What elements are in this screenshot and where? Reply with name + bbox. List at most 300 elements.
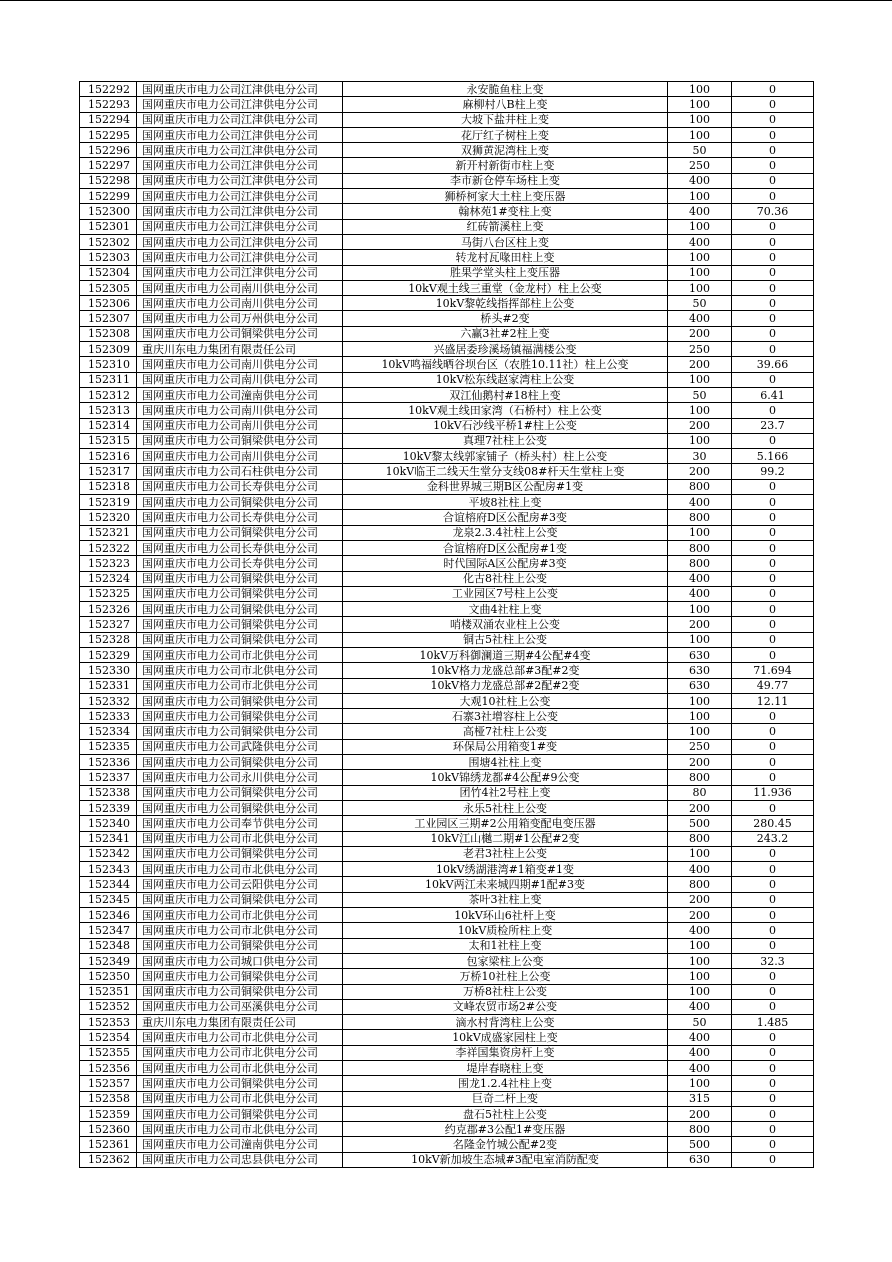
row-value: 0 <box>732 342 814 357</box>
row-company: 国网重庆市电力公司城口供电分公司 <box>137 953 343 968</box>
row-company: 国网重庆市电力公司南川供电分公司 <box>137 296 343 311</box>
row-capacity: 200 <box>668 418 732 433</box>
row-company: 国网重庆市电力公司江津供电分公司 <box>137 265 343 280</box>
row-id: 152320 <box>80 510 137 525</box>
table-row <box>80 82 814 97</box>
row-capacity: 200 <box>668 892 732 907</box>
row-value: 0 <box>732 97 814 112</box>
row-id: 152318 <box>80 479 137 494</box>
table-row <box>80 1106 814 1121</box>
row-id: 152332 <box>80 693 137 708</box>
row-company: 国网重庆市电力公司万州供电分公司 <box>137 311 343 326</box>
row-transformer-name: 约克郡#3公配1#变压器 <box>343 1122 668 1137</box>
row-company: 国网重庆市电力公司忠县供电分公司 <box>137 1152 343 1167</box>
row-transformer-name: 10kV成盛家园柱上变 <box>343 1030 668 1045</box>
row-company: 国网重庆市电力公司江津供电分公司 <box>137 250 343 265</box>
row-capacity: 100 <box>668 953 732 968</box>
row-company: 国网重庆市电力公司市北供电分公司 <box>137 1061 343 1076</box>
row-capacity: 100 <box>668 219 732 234</box>
table-row <box>80 984 814 999</box>
row-transformer-name: 10kV环山6社杆上变 <box>343 908 668 923</box>
row-value: 1.485 <box>732 1015 814 1030</box>
row-company: 国网重庆市电力公司潼南供电分公司 <box>137 387 343 402</box>
row-transformer-name: 红砖箭溪柱上变 <box>343 219 668 234</box>
row-transformer-name: 胜果学堂头柱上变压器 <box>343 265 668 280</box>
row-transformer-name: 10kV石沙线平桥1#柱上公变 <box>343 418 668 433</box>
table-row <box>80 999 814 1014</box>
table-row <box>80 1152 814 1167</box>
row-id: 152337 <box>80 770 137 785</box>
row-value: 0 <box>732 800 814 815</box>
row-company: 国网重庆市电力公司南川供电分公司 <box>137 372 343 387</box>
row-value: 0 <box>732 1091 814 1106</box>
row-company: 国网重庆市电力公司市北供电分公司 <box>137 1091 343 1106</box>
row-id: 152310 <box>80 357 137 372</box>
row-capacity: 630 <box>668 1152 732 1167</box>
row-transformer-name: 10kV质检所柱上变 <box>343 923 668 938</box>
table-row <box>80 556 814 571</box>
table-row <box>80 158 814 173</box>
row-company: 国网重庆市电力公司市北供电分公司 <box>137 908 343 923</box>
table-row <box>80 234 814 249</box>
row-transformer-name: 大坡下盐井柱上变 <box>343 112 668 127</box>
row-transformer-name: 围龙1.2.4社柱上变 <box>343 1076 668 1091</box>
row-id: 152317 <box>80 464 137 479</box>
row-company: 国网重庆市电力公司铜梁供电分公司 <box>137 602 343 617</box>
row-capacity: 100 <box>668 1076 732 1091</box>
row-capacity: 200 <box>668 800 732 815</box>
table-row <box>80 1076 814 1091</box>
row-capacity: 630 <box>668 647 732 662</box>
table-row <box>80 1061 814 1076</box>
table-row <box>80 785 814 800</box>
row-value: 0 <box>732 234 814 249</box>
row-id: 152347 <box>80 923 137 938</box>
row-capacity: 100 <box>668 693 732 708</box>
row-company: 国网重庆市电力公司铜梁供电分公司 <box>137 785 343 800</box>
row-value: 0 <box>732 1122 814 1137</box>
row-id: 152354 <box>80 1030 137 1045</box>
row-capacity: 200 <box>668 617 732 632</box>
row-id: 152303 <box>80 250 137 265</box>
row-value: 0 <box>732 908 814 923</box>
row-transformer-name: 平坡8社柱上变 <box>343 495 668 510</box>
row-transformer-name: 10kV格力龙盛总部#2配#2变 <box>343 678 668 693</box>
row-capacity: 400 <box>668 495 732 510</box>
row-transformer-name: 环保局公用箱变1#变 <box>343 739 668 754</box>
row-transformer-name: 盘石5社柱上公变 <box>343 1106 668 1121</box>
row-transformer-name: 工业园区三期#2公用箱变配电变压器 <box>343 816 668 831</box>
row-id: 152312 <box>80 387 137 402</box>
row-company: 国网重庆市电力公司市北供电分公司 <box>137 831 343 846</box>
row-value: 0 <box>732 709 814 724</box>
row-value: 0 <box>732 984 814 999</box>
table-row <box>80 510 814 525</box>
row-id: 152309 <box>80 342 137 357</box>
row-company: 重庆川东电力集团有限责任公司 <box>137 1015 343 1030</box>
row-id: 152297 <box>80 158 137 173</box>
row-capacity: 800 <box>668 556 732 571</box>
row-transformer-name: 围塘4社柱上变 <box>343 755 668 770</box>
table-row <box>80 372 814 387</box>
row-id: 152357 <box>80 1076 137 1091</box>
row-company: 国网重庆市电力公司云阳供电分公司 <box>137 877 343 892</box>
row-transformer-name: 10kV两江未来城四期#1配#3变 <box>343 877 668 892</box>
table-row <box>80 449 814 464</box>
table-row <box>80 296 814 311</box>
row-capacity: 400 <box>668 999 732 1014</box>
row-transformer-name: 10kV绣湖港湾#1箱变#1变 <box>343 862 668 877</box>
table-row <box>80 908 814 923</box>
row-transformer-name: 铜古5社柱上公变 <box>343 632 668 647</box>
row-capacity: 800 <box>668 510 732 525</box>
row-id: 152350 <box>80 969 137 984</box>
row-value: 243.2 <box>732 831 814 846</box>
row-company: 国网重庆市电力公司江津供电分公司 <box>137 127 343 142</box>
row-capacity: 50 <box>668 143 732 158</box>
table-row <box>80 923 814 938</box>
row-transformer-name: 万桥8社柱上公变 <box>343 984 668 999</box>
row-company: 国网重庆市电力公司南川供电分公司 <box>137 280 343 295</box>
row-id: 152306 <box>80 296 137 311</box>
row-capacity: 100 <box>668 938 732 953</box>
row-company: 国网重庆市电力公司市北供电分公司 <box>137 862 343 877</box>
row-capacity: 800 <box>668 877 732 892</box>
row-capacity: 100 <box>668 265 732 280</box>
row-value: 0 <box>732 510 814 525</box>
row-capacity: 100 <box>668 984 732 999</box>
row-capacity: 200 <box>668 326 732 341</box>
row-capacity: 50 <box>668 296 732 311</box>
row-company: 国网重庆市电力公司铜梁供电分公司 <box>137 495 343 510</box>
row-value: 0 <box>732 770 814 785</box>
row-transformer-name: 太和1社柱上变 <box>343 938 668 953</box>
table-row <box>80 387 814 402</box>
row-capacity: 500 <box>668 816 732 831</box>
row-id: 152294 <box>80 112 137 127</box>
row-transformer-name: 10kV万科御澜道三期#4公配#4变 <box>343 647 668 662</box>
row-capacity: 100 <box>668 280 732 295</box>
row-id: 152362 <box>80 1152 137 1167</box>
table-row <box>80 739 814 754</box>
row-value: 0 <box>732 143 814 158</box>
row-company: 国网重庆市电力公司铜梁供电分公司 <box>137 586 343 601</box>
row-id: 152326 <box>80 602 137 617</box>
row-id: 152358 <box>80 1091 137 1106</box>
table-row <box>80 663 814 678</box>
table-row <box>80 326 814 341</box>
row-value: 0 <box>732 433 814 448</box>
row-value: 0 <box>732 755 814 770</box>
row-capacity: 100 <box>668 602 732 617</box>
row-transformer-name: 新开村新街市柱上变 <box>343 158 668 173</box>
row-transformer-name: 工业园区7号柱上公变 <box>343 586 668 601</box>
row-company: 国网重庆市电力公司江津供电分公司 <box>137 158 343 173</box>
row-value: 0 <box>732 219 814 234</box>
row-value: 0 <box>732 372 814 387</box>
row-transformer-name: 李市新仓停车场柱上变 <box>343 173 668 188</box>
row-id: 152321 <box>80 525 137 540</box>
row-id: 152338 <box>80 785 137 800</box>
row-id: 152304 <box>80 265 137 280</box>
row-capacity: 630 <box>668 663 732 678</box>
row-id: 152313 <box>80 403 137 418</box>
row-value: 0 <box>732 495 814 510</box>
row-id: 152334 <box>80 724 137 739</box>
row-capacity: 100 <box>668 709 732 724</box>
row-transformer-name: 老君3社柱上公变 <box>343 846 668 861</box>
row-transformer-name: 名隆金竹城公配#2变 <box>343 1137 668 1152</box>
row-value: 0 <box>732 1152 814 1167</box>
row-id: 152292 <box>80 82 137 97</box>
row-transformer-name: 真理7社柱上公变 <box>343 433 668 448</box>
row-capacity: 400 <box>668 862 732 877</box>
row-value: 39.66 <box>732 357 814 372</box>
table-row <box>80 617 814 632</box>
row-value: 0 <box>732 112 814 127</box>
row-id: 152335 <box>80 739 137 754</box>
table-row <box>80 862 814 877</box>
row-value: 70.36 <box>732 204 814 219</box>
table-row <box>80 602 814 617</box>
row-company: 国网重庆市电力公司南川供电分公司 <box>137 403 343 418</box>
row-transformer-name: 10kV黎乾线指挥部柱上公变 <box>343 296 668 311</box>
row-capacity: 800 <box>668 770 732 785</box>
row-transformer-name: 巨奇二杆上变 <box>343 1091 668 1106</box>
row-company: 国网重庆市电力公司江津供电分公司 <box>137 97 343 112</box>
row-company: 国网重庆市电力公司铜梁供电分公司 <box>137 693 343 708</box>
row-capacity: 800 <box>668 540 732 555</box>
row-capacity: 250 <box>668 739 732 754</box>
row-value: 0 <box>732 311 814 326</box>
row-id: 152298 <box>80 173 137 188</box>
row-value: 0 <box>732 326 814 341</box>
table-row <box>80 1091 814 1106</box>
row-company: 国网重庆市电力公司铜梁供电分公司 <box>137 892 343 907</box>
row-transformer-name: 合谊榕府D区公配房#1变 <box>343 540 668 555</box>
table-row <box>80 831 814 846</box>
table-row <box>80 280 814 295</box>
row-value: 0 <box>732 250 814 265</box>
row-transformer-name: 10kV格力龙盛总部#3配#2变 <box>343 663 668 678</box>
row-company: 国网重庆市电力公司市北供电分公司 <box>137 663 343 678</box>
row-company: 国网重庆市电力公司市北供电分公司 <box>137 1030 343 1045</box>
row-company: 国网重庆市电力公司江津供电分公司 <box>137 173 343 188</box>
table-row <box>80 173 814 188</box>
row-transformer-name: 10kV黎太线郭家铺子（桥头村）柱上公变 <box>343 449 668 464</box>
table-row <box>80 953 814 968</box>
table-row <box>80 143 814 158</box>
row-id: 152308 <box>80 326 137 341</box>
row-transformer-name: 10kV新加坡生态城#3配电室消防配变 <box>343 1152 668 1167</box>
row-value: 6.41 <box>732 387 814 402</box>
row-value: 49.77 <box>732 678 814 693</box>
table-row <box>80 571 814 586</box>
row-id: 152336 <box>80 755 137 770</box>
row-company: 国网重庆市电力公司南川供电分公司 <box>137 449 343 464</box>
row-capacity: 800 <box>668 1122 732 1137</box>
row-company: 国网重庆市电力公司铜梁供电分公司 <box>137 846 343 861</box>
row-transformer-name: 10kV临王二线天生堂分支线08#杆天生堂柱上变 <box>343 464 668 479</box>
row-value: 0 <box>732 296 814 311</box>
table-row <box>80 189 814 204</box>
row-company: 国网重庆市电力公司奉节供电分公司 <box>137 816 343 831</box>
row-transformer-name: 龙泉2.3.4社柱上公变 <box>343 525 668 540</box>
table-row <box>80 495 814 510</box>
row-transformer-name: 茶叶3社柱上变 <box>343 892 668 907</box>
row-company: 国网重庆市电力公司江津供电分公司 <box>137 189 343 204</box>
row-value: 0 <box>732 280 814 295</box>
table-row <box>80 1045 814 1060</box>
row-capacity: 80 <box>668 785 732 800</box>
row-capacity: 400 <box>668 204 732 219</box>
row-capacity: 100 <box>668 433 732 448</box>
row-transformer-name: 桥头#2变 <box>343 311 668 326</box>
row-value: 280.45 <box>732 816 814 831</box>
row-company: 国网重庆市电力公司南川供电分公司 <box>137 357 343 372</box>
row-company: 国网重庆市电力公司铜梁供电分公司 <box>137 709 343 724</box>
row-transformer-name: 10kV观土线田家湾（石桥村）柱上公变 <box>343 403 668 418</box>
table-row <box>80 204 814 219</box>
row-id: 152314 <box>80 418 137 433</box>
row-value: 0 <box>732 189 814 204</box>
row-capacity: 800 <box>668 479 732 494</box>
row-transformer-name: 六赢3社#2柱上变 <box>343 326 668 341</box>
row-transformer-name: 团竹4社2号柱上变 <box>343 785 668 800</box>
row-value: 0 <box>732 739 814 754</box>
table-row <box>80 479 814 494</box>
row-capacity: 100 <box>668 846 732 861</box>
row-capacity: 100 <box>668 97 732 112</box>
table-row <box>80 1030 814 1045</box>
table-row <box>80 647 814 662</box>
row-transformer-name: 时代国际A区公配房#3变 <box>343 556 668 571</box>
row-id: 152325 <box>80 586 137 601</box>
table-row <box>80 816 814 831</box>
row-capacity: 200 <box>668 755 732 770</box>
row-id: 152340 <box>80 816 137 831</box>
row-company: 国网重庆市电力公司江津供电分公司 <box>137 219 343 234</box>
row-company: 国网重庆市电力公司铜梁供电分公司 <box>137 1106 343 1121</box>
row-company: 国网重庆市电力公司市北供电分公司 <box>137 1045 343 1060</box>
row-company: 国网重庆市电力公司江津供电分公司 <box>137 112 343 127</box>
row-id: 152344 <box>80 877 137 892</box>
row-company: 国网重庆市电力公司铜梁供电分公司 <box>137 969 343 984</box>
row-id: 152327 <box>80 617 137 632</box>
row-transformer-name: 堤岸春晓柱上变 <box>343 1061 668 1076</box>
row-transformer-name: 10kV锦绣龙都#4公配#9公变 <box>343 770 668 785</box>
row-capacity: 200 <box>668 908 732 923</box>
row-value: 0 <box>732 173 814 188</box>
row-value: 0 <box>732 647 814 662</box>
row-company: 国网重庆市电力公司长寿供电分公司 <box>137 556 343 571</box>
row-value: 0 <box>732 265 814 280</box>
table-row <box>80 846 814 861</box>
table-row <box>80 586 814 601</box>
row-capacity: 100 <box>668 112 732 127</box>
row-capacity: 400 <box>668 1061 732 1076</box>
row-id: 152348 <box>80 938 137 953</box>
row-id: 152341 <box>80 831 137 846</box>
row-value: 0 <box>732 82 814 97</box>
row-id: 152305 <box>80 280 137 295</box>
row-capacity: 100 <box>668 127 732 142</box>
row-value: 5.166 <box>732 449 814 464</box>
row-id: 152301 <box>80 219 137 234</box>
row-id: 152296 <box>80 143 137 158</box>
row-value: 0 <box>732 1045 814 1060</box>
table-row <box>80 938 814 953</box>
table-row <box>80 969 814 984</box>
row-id: 152307 <box>80 311 137 326</box>
table-row <box>80 311 814 326</box>
table-row <box>80 127 814 142</box>
row-capacity: 500 <box>668 1137 732 1152</box>
row-capacity: 30 <box>668 449 732 464</box>
row-transformer-name: 万桥10社柱上公变 <box>343 969 668 984</box>
row-transformer-name: 金科世界城三期B区公配房#1变 <box>343 479 668 494</box>
row-value: 99.2 <box>732 464 814 479</box>
table-row <box>80 892 814 907</box>
row-capacity: 200 <box>668 357 732 372</box>
row-company: 国网重庆市电力公司江津供电分公司 <box>137 143 343 158</box>
row-transformer-name: 永安脆鱼柱上变 <box>343 82 668 97</box>
table-row <box>80 877 814 892</box>
row-company: 国网重庆市电力公司长寿供电分公司 <box>137 540 343 555</box>
table-row <box>80 709 814 724</box>
row-id: 152299 <box>80 189 137 204</box>
table-row <box>80 265 814 280</box>
row-company: 国网重庆市电力公司江津供电分公司 <box>137 234 343 249</box>
row-transformer-name: 合谊榕府D区公配房#3变 <box>343 510 668 525</box>
row-value: 0 <box>732 632 814 647</box>
row-id: 152352 <box>80 999 137 1014</box>
row-company: 国网重庆市电力公司石柱供电分公司 <box>137 464 343 479</box>
row-transformer-name: 双狮黄泥湾柱上变 <box>343 143 668 158</box>
row-company: 国网重庆市电力公司铜梁供电分公司 <box>137 724 343 739</box>
row-transformer-name: 大观10社柱上公变 <box>343 693 668 708</box>
row-value: 0 <box>732 923 814 938</box>
row-value: 0 <box>732 556 814 571</box>
row-capacity: 50 <box>668 1015 732 1030</box>
row-capacity: 400 <box>668 923 732 938</box>
row-transformer-name: 化古8社柱上公变 <box>343 571 668 586</box>
row-transformer-name: 10kV江山樾二期#1公配#2变 <box>343 831 668 846</box>
table-row <box>80 770 814 785</box>
row-value: 12.11 <box>732 693 814 708</box>
row-transformer-name: 狮桥柯家大土柱上变压器 <box>343 189 668 204</box>
row-value: 0 <box>732 999 814 1014</box>
row-value: 0 <box>732 403 814 418</box>
row-company: 国网重庆市电力公司长寿供电分公司 <box>137 510 343 525</box>
row-id: 152293 <box>80 97 137 112</box>
row-value: 23.7 <box>732 418 814 433</box>
table-row <box>80 1122 814 1137</box>
table-row <box>80 403 814 418</box>
row-value: 11.936 <box>732 785 814 800</box>
row-company: 国网重庆市电力公司江津供电分公司 <box>137 204 343 219</box>
row-transformer-name: 10kV观土线三重堂（金龙村）柱上公变 <box>343 280 668 295</box>
row-value: 0 <box>732 127 814 142</box>
row-capacity: 100 <box>668 525 732 540</box>
row-id: 152302 <box>80 234 137 249</box>
row-company: 国网重庆市电力公司潼南供电分公司 <box>137 1137 343 1152</box>
row-transformer-name: 马街八台区柱上变 <box>343 234 668 249</box>
table-row <box>80 1137 814 1152</box>
row-company: 国网重庆市电力公司江津供电分公司 <box>137 82 343 97</box>
row-id: 152315 <box>80 433 137 448</box>
row-company: 国网重庆市电力公司铜梁供电分公司 <box>137 1076 343 1091</box>
